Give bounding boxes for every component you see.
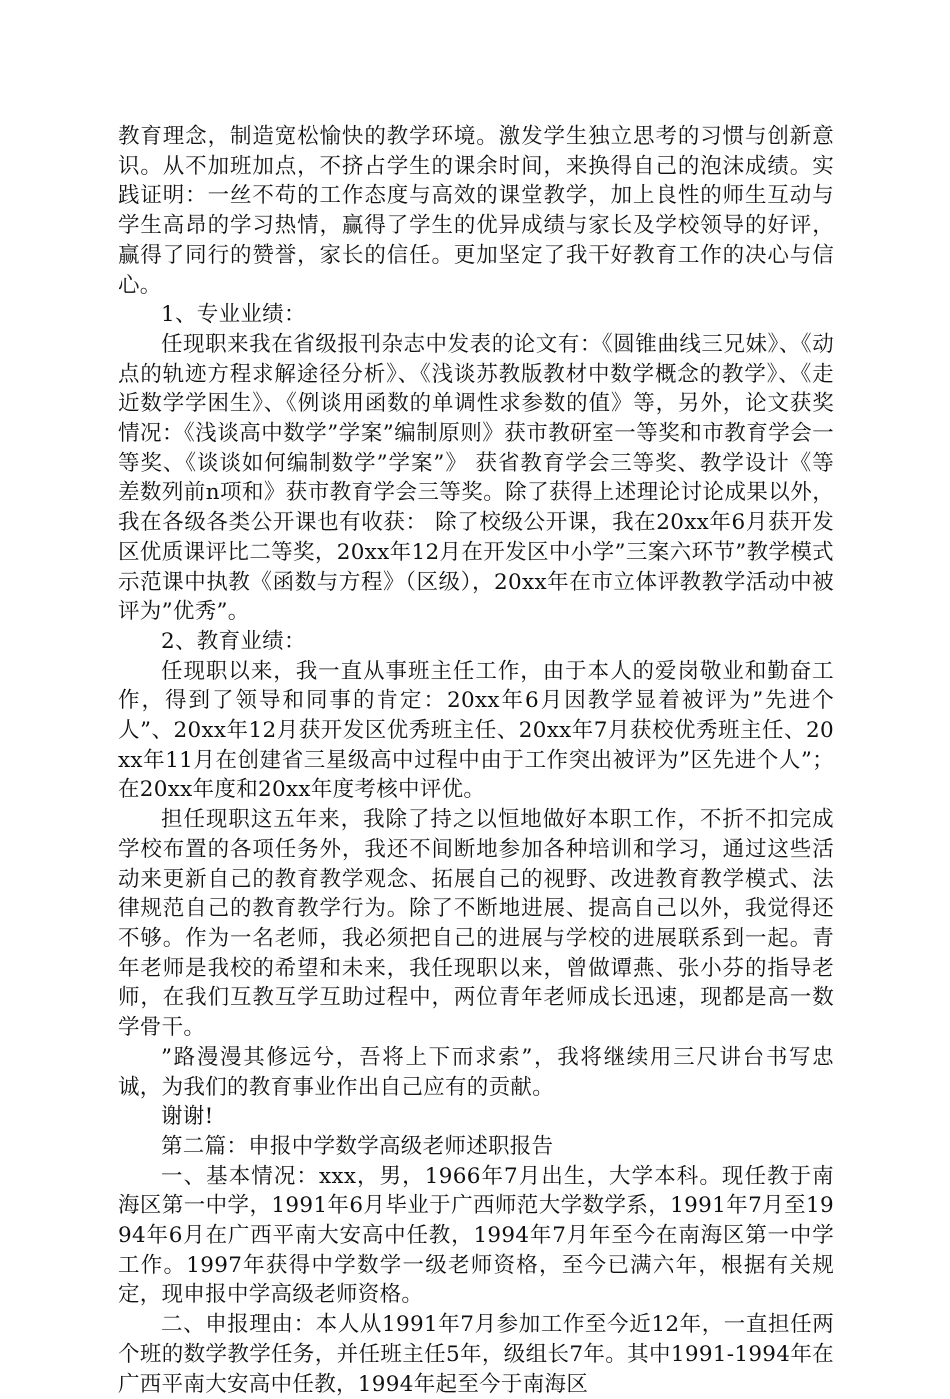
body-paragraph: 教育理念，制造宽松愉快的教学环境。激发学生独立思考的习惯与创新意识。从不加班加点，不挤占学生的课余时间，来换得自己的泡沫成绩。实践证明：一丝不苟的工作态度与高效的课堂教学，加上良性的师生互动与学生高昂的学习热情，赢得了学生的优异成绩与家长及学校领导的好评，赢得了同行的赞誉，家长的信任。更加坚定了我干好教育工作的决心与信心。 [118,124,834,298]
document-body [118,122,834,1399]
thanks-line: 谢谢! [161,1104,214,1130]
body-paragraph: ”路漫漫其修远兮，吾将上下而求索”，我将继续用三尺讲台书写忠诚，为我们的教育事业作出自己应有的贡献。 [118,1044,834,1100]
section-title-second-article: 第二篇：申报中学数学高级老师述职报告 [161,1133,554,1159]
body-paragraph: 二、申报理由：本人从1991年7月参加工作至今近12年，一直担任两个班的数学教学任务，并任班主任5年，级组长7年。其中1991-1994年在广西平南大安高中任教，1994年起至今于南海区 [118,1312,834,1397]
section-heading-educational-achievements: 2、教育业绩： [161,628,306,654]
section-heading-professional-achievements: 1、专业业绩： [161,302,306,328]
body-paragraph: 担任现职这五年来，我除了持之以恒地做好本职工作，不折不扣完成学校布置的各项任务外，我还不间断地参加各种培训和学习，通过这些活动来更新自己的教育教学观念、拓展自己的视野、改进教育教学模式、法律规范自己的教育教学行为。除了不断地进展、提高自己以外，我觉得还不够。作为一名老师，我必须把自己的进展与学校的进展联系到一起。青年老师是我校的希望和未来，我任现职以来，曾做谭燕、张小芬的指导老师，在我们互教互学互助过程中，两位青年老师成长迅速，现都是高一数学骨干。 [118,807,834,1041]
body-paragraph: 任现职以来，我一直从事班主任工作，由于本人的爱岗敬业和勤奋工作，得到了领导和同事的肯定：20xx年6月因教学显着被评为”先进个人”、20xx年12月获开发区优秀班主任、20xx年7月获校优秀班主任、20xx年11月在创建省三星级高中过程中由于工作突出被评为”区先进个人”；在20xx年度和20xx年度考核中评优。 [118,658,834,803]
body-paragraph: 任现职来我在省级报刊杂志中发表的论文有：《圆锥曲线三兄妹》、《动点的轨迹方程求解途径分析》、《浅谈苏教版教材中数学概念的教学》、《走近数学学困生》、《例谈用函数的单调性求参数的值》等，另外，论文获奖情况：《浅谈高中数学”学案”编制原则》获市教研室一等奖和市教育学会一等奖、《谈谈如何编制数学”学案”》 获省教育学会三等奖、教学设计《等差数列前n项和》获市教育学会三等奖。除了获得上述理论讨论成果以外，我在各级各类公开课也有收获： 除了校级公开课，我在20xx年6月获开发区优质课评比二等奖，20xx年12月在开发区中小学”三案六环节”教学模式示范课中执教《函数与方程》（区级），20xx年在市立体评教教学活动中被评为”优秀”。 [118,331,834,625]
body-paragraph: 一、基本情况：xxx，男，1966年7月出生，大学本科。现任教于南海区第一中学，1991年6月毕业于广西师范大学数学系，1991年7月至1994年6月在广西平南大安高中任教，1994年7月年至今在南海区第一中学工作。1997年获得中学数学一级老师资格，至今已满六年，根据有关规定，现申报中学高级老师资格。 [118,1163,834,1308]
